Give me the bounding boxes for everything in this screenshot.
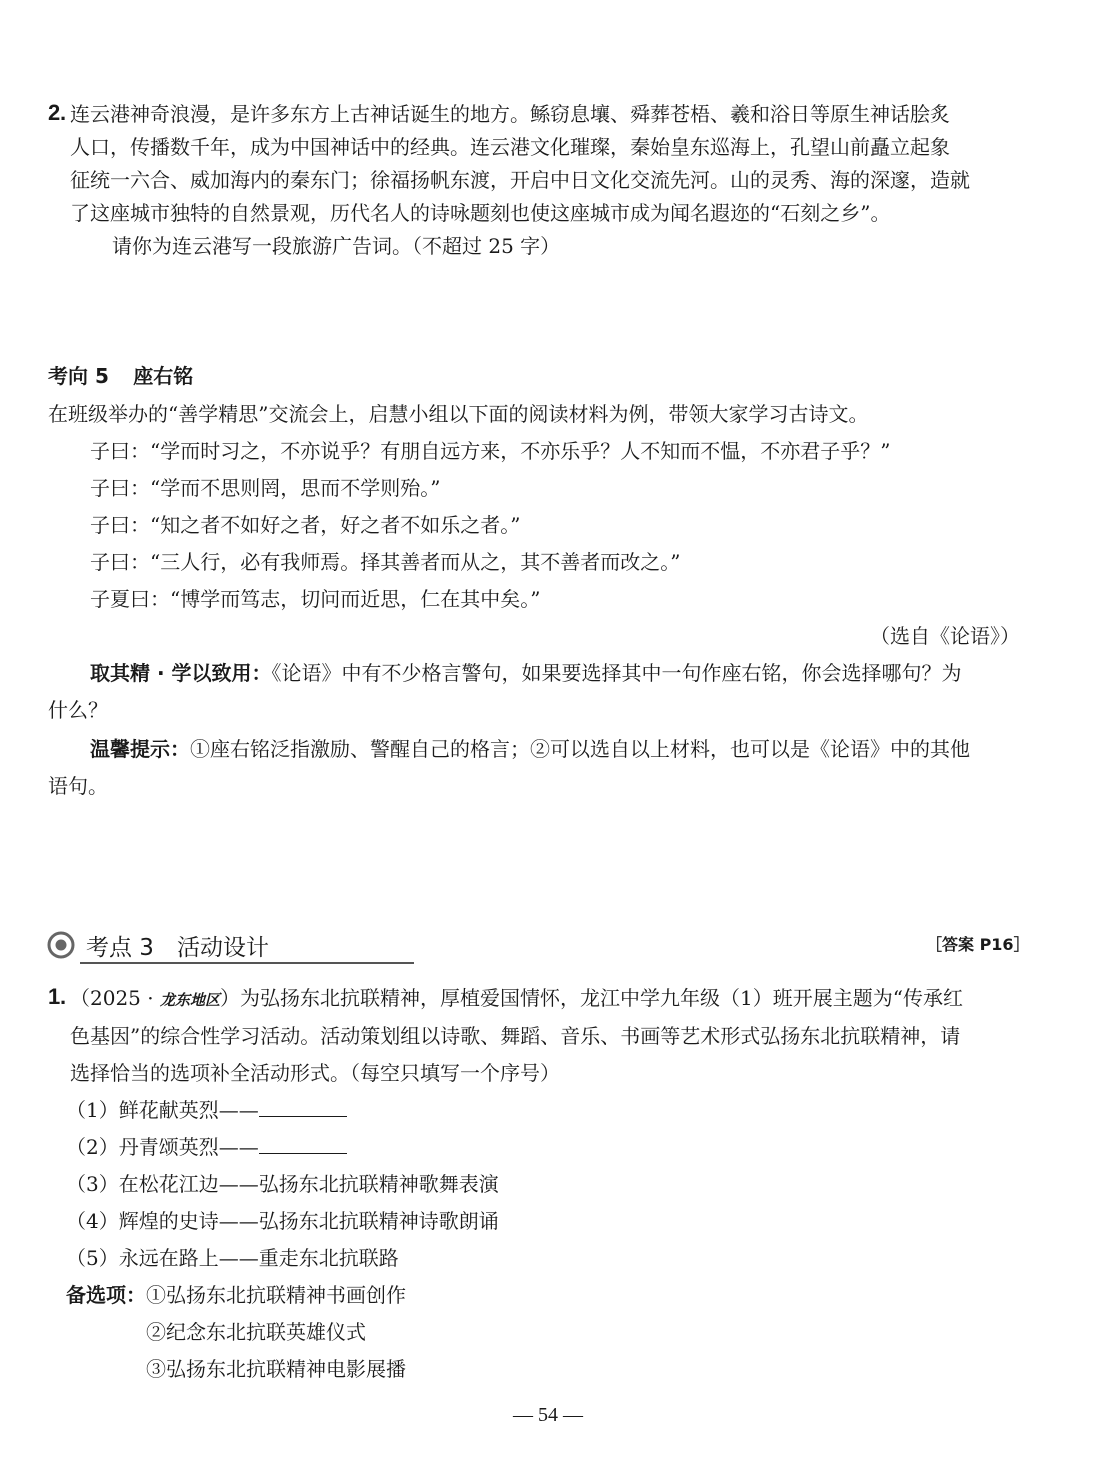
activity-label: （2）丹青颂英烈—— [66, 1135, 259, 1159]
task-prompt: 请你为连云港写一段旅游广告词。（不超过 25 字） [112, 234, 561, 258]
tip-label: 温馨提示： [90, 737, 190, 761]
activity-item: （3）在松花江边——弘扬东北抗联精神歌舞表演 [66, 1172, 499, 1196]
activity-label: （1）鲜花献英烈—— [66, 1098, 259, 1122]
target-icon [46, 930, 76, 960]
quote-line: 子曰：“学而不思则罔，思而不学则殆。” [90, 476, 441, 500]
section-title: 考点 3 活动设计 [86, 935, 269, 961]
option-item: ③弘扬东北抗联精神电影展播 [146, 1357, 406, 1381]
activity-item [66, 1133, 347, 1161]
heading-title: 座右铭 [133, 364, 194, 388]
options-label: 备选项： [66, 1283, 146, 1307]
question-number: 1 [48, 984, 61, 1009]
question-line: 选择恰当的选项补全活动形式。（每空只填写一个序号） [70, 1061, 560, 1085]
paragraph-line: 征统一六合、威加海内的秦东门；徐福扬帆东渡，开启中日文化交流先河。山的灵秀、海的深邃，造就 [70, 168, 970, 192]
answer-blank[interactable] [259, 1096, 347, 1117]
quote-line: 子曰：“三人行，必有我师焉。择其善者而从之，其不善者而改之。” [90, 550, 681, 574]
year-prefix: （2025 · [70, 986, 160, 1010]
paragraph-line: 连云港神奇浪漫，是许多东方上古神话诞生的地方。鲧窃息壤、舜葬苍梧、羲和浴日等原生神话脍炙 [70, 102, 950, 126]
region-label: 龙东地区 [159, 991, 220, 1009]
answer-reference: ［答案 P16］ [926, 935, 1030, 954]
quote-line: 子夏曰：“博学而笃志，切问而近思，仁在其中矣。” [90, 587, 541, 611]
question-dot: . [60, 100, 67, 125]
section-heading [48, 362, 193, 390]
quote-line: 子曰：“学而时习之，不亦说乎？有朋自远方来，不亦乐乎？人不知而不愠，不亦君子乎？” [90, 439, 891, 463]
tip-line [90, 735, 970, 763]
option-item: ②纪念东北抗联英雄仪式 [146, 1320, 366, 1344]
task-text: 《论语》中有不少格言警句，如果要选择其中一句作座右铭，你会选择哪句？为 [271, 661, 962, 685]
activity-item: （5）永远在路上——重走东北抗联路 [66, 1246, 399, 1270]
task-line-cont: 什么？ [48, 698, 108, 722]
options-line [66, 1281, 406, 1309]
question-line: 色基因”的综合性学习活动。活动策划组以诗歌、舞蹈、音乐、书画等艺术形式弘扬东北抗联精神，请 [70, 1024, 961, 1048]
option-item: ①弘扬东北抗联精神书画创作 [146, 1283, 406, 1307]
tip-text: ①座右铭泛指激励、警醒自己的格言；②可以选自以上材料，也可以是《论语》中的其他 [190, 737, 970, 761]
task-line [90, 659, 962, 687]
source-citation: （选自《论语》） [870, 624, 1020, 648]
paragraph-line: 了这座城市独特的自然景观，历代名人的诗咏题刻也使这座城市成为闻名遐迩的“石刻之乡”。 [70, 201, 891, 225]
task-label: 取其精 · 学以致用： [90, 661, 272, 685]
activity-item: （4）辉煌的史诗——弘扬东北抗联精神诗歌朗诵 [66, 1209, 499, 1233]
question-number: 2 [48, 100, 61, 125]
paragraph-line: 人口，传播数千年，成为中国神话中的经典。连云港文化璀璨，秦始皇东巡海上，孔望山前矗立起象 [70, 135, 950, 159]
question-text: 为弘扬东北抗联精神，厚植爱国情怀，龙江中学九年级（1）班开展主题为“传承红 [240, 986, 963, 1010]
tip-line-cont: 语句。 [48, 774, 108, 798]
year-suffix: ） [220, 986, 240, 1010]
question-dot: . [60, 984, 67, 1009]
quote-line: 子曰：“知之者不如好之者，好之者不如乐之者。” [90, 513, 521, 537]
answer-blank[interactable] [259, 1133, 347, 1154]
heading-label: 考向 5 [48, 364, 109, 388]
page-number: — 54 — [513, 1404, 583, 1426]
activity-item [66, 1096, 347, 1124]
question-line [70, 984, 963, 1014]
title-underline [80, 962, 414, 964]
intro-text: 在班级举办的“善学精思”交流会上，启慧小组以下面的阅读材料为例，带领大家学习古诗文。 [48, 402, 869, 426]
